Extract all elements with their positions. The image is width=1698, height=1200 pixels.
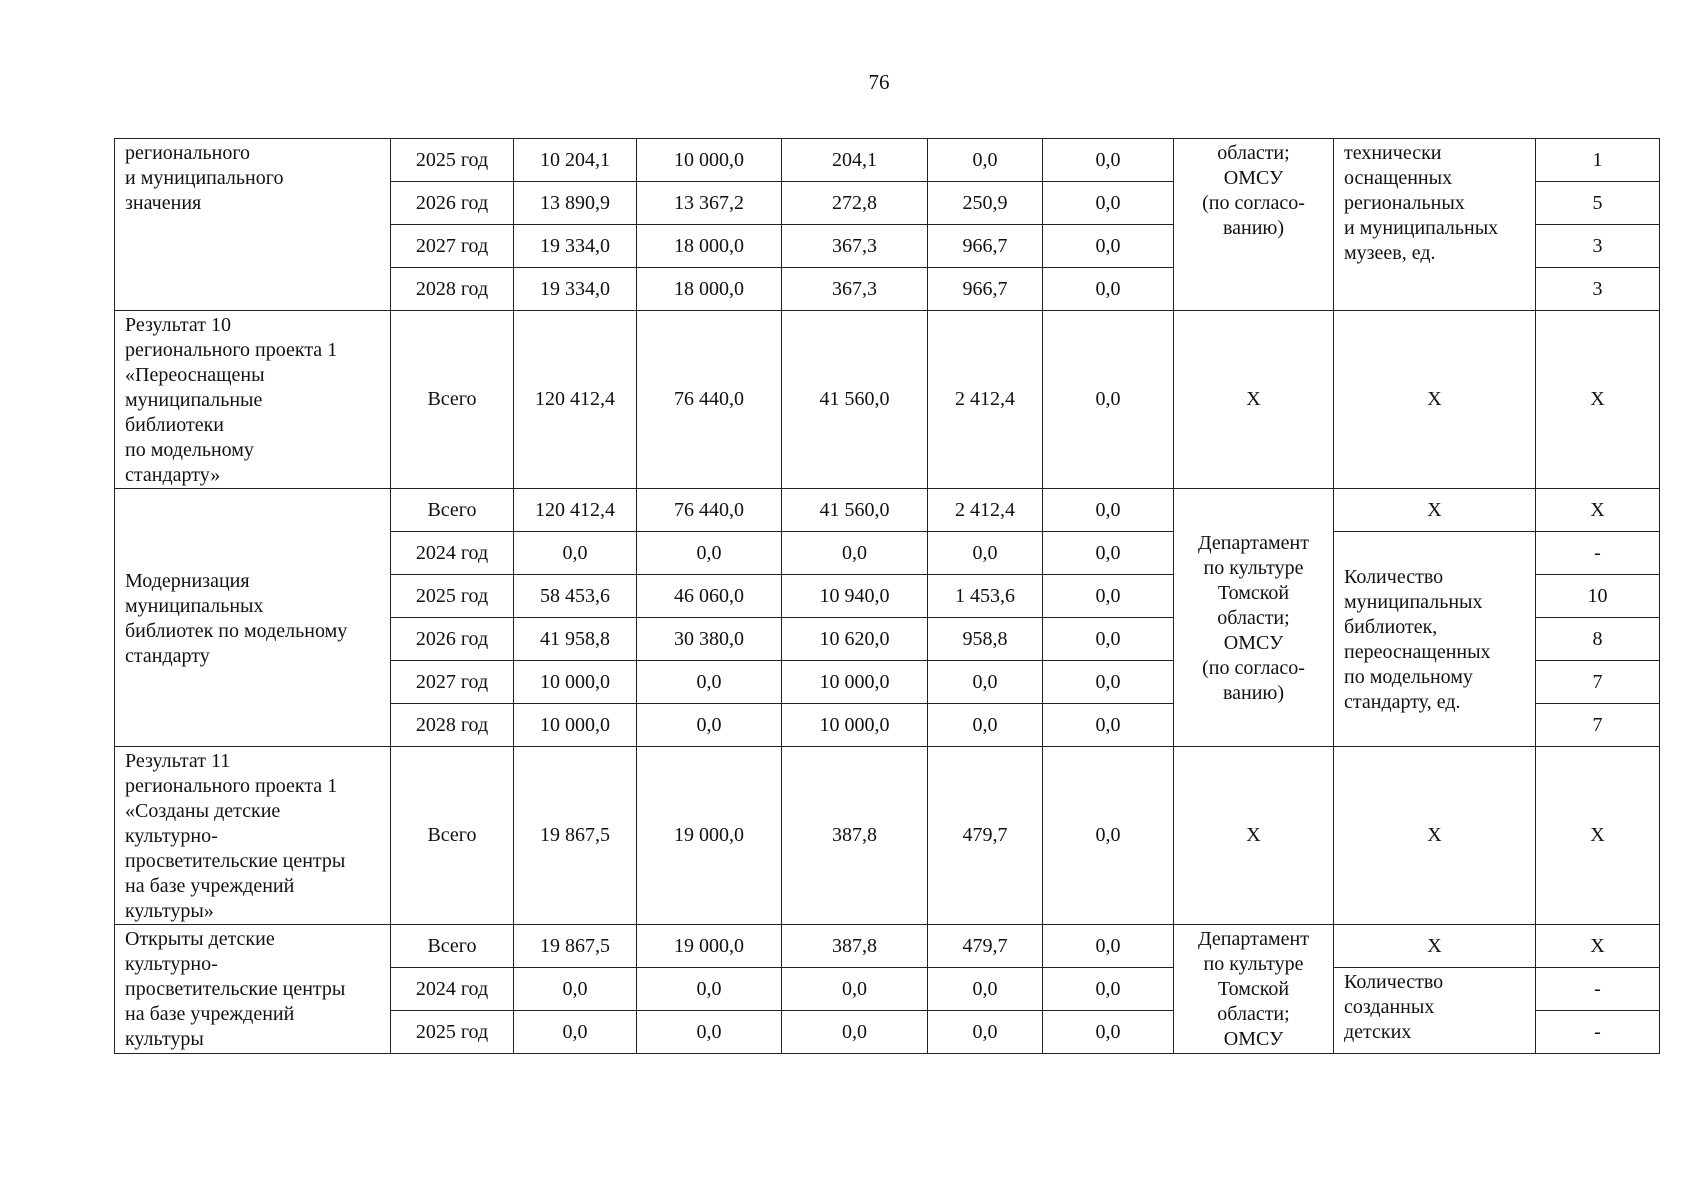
table-cell: Департамент по культуре Томской области; ОМСУ (по согласо- ванию) [1174,489,1334,747]
table-row [115,925,1660,968]
table-cell: 8 [1536,618,1660,661]
table-cell: 0,0 [637,968,782,1011]
table-cell: Всего [391,489,514,532]
table-cell: 0,0 [1043,618,1174,661]
table-cell: 272,8 [782,182,928,225]
table-cell: 10 000,0 [782,661,928,704]
table-cell: 0,0 [514,968,637,1011]
table-cell: Всего [391,747,514,925]
table-cell: 0,0 [928,532,1043,575]
table-cell: 41 958,8 [514,618,637,661]
table-cell: 2025 год [391,575,514,618]
table-cell: 2028 год [391,268,514,311]
table-cell: 0,0 [637,532,782,575]
table-cell: 966,7 [928,225,1043,268]
table-cell: 30 380,0 [637,618,782,661]
table-cell: 0,0 [782,968,928,1011]
table-cell: 479,7 [928,925,1043,968]
table-cell: 0,0 [1043,925,1174,968]
table-cell: 2 412,4 [928,311,1043,489]
table-cell: 2024 год [391,532,514,575]
table-cell: 0,0 [928,661,1043,704]
table-cell: 2026 год [391,618,514,661]
table-cell: 2026 год [391,182,514,225]
table-cell: 5 [1536,182,1660,225]
table-cell: 18 000,0 [637,225,782,268]
table-cell: 10 000,0 [782,704,928,747]
table-cell: 13 890,9 [514,182,637,225]
table-cell: Количество муниципальных библиотек, переоснащенных по модельному стандарту, ед. [1334,532,1536,747]
table-cell: 3 [1536,225,1660,268]
table-cell: 120 412,4 [514,489,637,532]
table-cell: 0,0 [1043,139,1174,182]
table-cell: 0,0 [637,1011,782,1054]
table-cell: 7 [1536,661,1660,704]
table-cell: 2024 год [391,968,514,1011]
table-cell: X [1334,311,1536,489]
table-cell: 7 [1536,704,1660,747]
table-cell: Всего [391,311,514,489]
table-cell: 0,0 [928,968,1043,1011]
table-cell: 1 453,6 [928,575,1043,618]
table-cell: X [1536,489,1660,532]
table-cell: 19 000,0 [637,925,782,968]
table-cell: 10 000,0 [514,704,637,747]
table-cell: 19 000,0 [637,747,782,925]
table-cell: 10 620,0 [782,618,928,661]
table-cell: 0,0 [1043,532,1174,575]
table-cell: 0,0 [928,704,1043,747]
table-cell: Открыты детские культурно- просветительские центры на базе учреждений культуры [115,925,391,1054]
table-row [115,747,1660,925]
table-cell: 0,0 [637,661,782,704]
table-cell: - [1536,1011,1660,1054]
table-cell: области; ОМСУ (по согласо- ванию) [1174,139,1334,311]
table-cell: X [1174,747,1334,925]
table-cell: регионального и муниципального значения [115,139,391,311]
table-cell: 387,8 [782,925,928,968]
table-cell: X [1334,747,1536,925]
table-cell: технически оснащенных региональных и муниципальных музеев, ед. [1334,139,1536,311]
table-cell: 41 560,0 [782,489,928,532]
table-cell: 479,7 [928,747,1043,925]
table-cell: 41 560,0 [782,311,928,489]
table-row [115,489,1660,532]
table-cell: X [1334,925,1536,968]
table-cell: 0,0 [1043,1011,1174,1054]
table-cell: 0,0 [928,139,1043,182]
table-cell: 204,1 [782,139,928,182]
table-cell: 0,0 [637,704,782,747]
table-row [115,311,1660,489]
table-cell: 0,0 [1043,661,1174,704]
table-cell: Департамент по культуре Томской области; ОМСУ [1174,925,1334,1054]
table-cell: Результат 10 регионального проекта 1 «Переоснащены муниципальные библиотеки по модельному стандарту» [115,311,391,489]
table-cell: 19 334,0 [514,268,637,311]
table-cell: 367,3 [782,268,928,311]
table-cell: 10 [1536,575,1660,618]
table-row [115,139,1660,182]
table-cell: 0,0 [1043,225,1174,268]
table-cell: - [1536,968,1660,1011]
table-cell: 18 000,0 [637,268,782,311]
table-cell: 0,0 [1043,268,1174,311]
table-cell: 966,7 [928,268,1043,311]
table-cell: 10 204,1 [514,139,637,182]
table-cell: 0,0 [782,1011,928,1054]
table-cell: 0,0 [514,532,637,575]
table-cell: 120 412,4 [514,311,637,489]
table-cell: 10 940,0 [782,575,928,618]
table-cell: X [1536,311,1660,489]
table-cell: 0,0 [1043,575,1174,618]
table-cell: 46 060,0 [637,575,782,618]
table-cell: 19 867,5 [514,925,637,968]
budget-table [114,138,1660,1054]
table-cell: 10 000,0 [514,661,637,704]
table-cell: 76 440,0 [637,489,782,532]
table-cell: 10 000,0 [637,139,782,182]
table-cell: 367,3 [782,225,928,268]
table-cell: 0,0 [1043,489,1174,532]
table-cell: 0,0 [1043,968,1174,1011]
table-cell: 0,0 [782,532,928,575]
table-cell: 958,8 [928,618,1043,661]
table-cell: X [1174,311,1334,489]
table-cell: 0,0 [1043,182,1174,225]
table-cell: 3 [1536,268,1660,311]
table-cell: 2025 год [391,139,514,182]
table-cell: Всего [391,925,514,968]
page-number: 76 [868,70,890,94]
table-cell: 58 453,6 [514,575,637,618]
table-cell: 1 [1536,139,1660,182]
table-cell: 2 412,4 [928,489,1043,532]
table-cell: 0,0 [1043,747,1174,925]
table-cell: 0,0 [1043,311,1174,489]
table-cell: 2025 год [391,1011,514,1054]
table-body [115,139,1660,1054]
table-cell: 387,8 [782,747,928,925]
table-cell: - [1536,532,1660,575]
table-cell: 19 867,5 [514,747,637,925]
table-cell: Количество созданных детских [1334,968,1536,1054]
table-cell: X [1334,489,1536,532]
table-cell: 0,0 [1043,704,1174,747]
table-cell: Модернизация муниципальных библиотек по модельному стандарту [115,489,391,747]
table-cell: 0,0 [514,1011,637,1054]
table-cell: 19 334,0 [514,225,637,268]
table-cell: 0,0 [928,1011,1043,1054]
table-cell: 2027 год [391,661,514,704]
table-cell: 2028 год [391,704,514,747]
table-cell: 2027 год [391,225,514,268]
table-cell: 250,9 [928,182,1043,225]
table-cell: Результат 11 регионального проекта 1 «Созданы детские культурно- просветительские центры на базе учреждений культуры» [115,747,391,925]
table-cell: 76 440,0 [637,311,782,489]
table-cell: X [1536,747,1660,925]
table-cell: 13 367,2 [637,182,782,225]
table-cell: X [1536,925,1660,968]
